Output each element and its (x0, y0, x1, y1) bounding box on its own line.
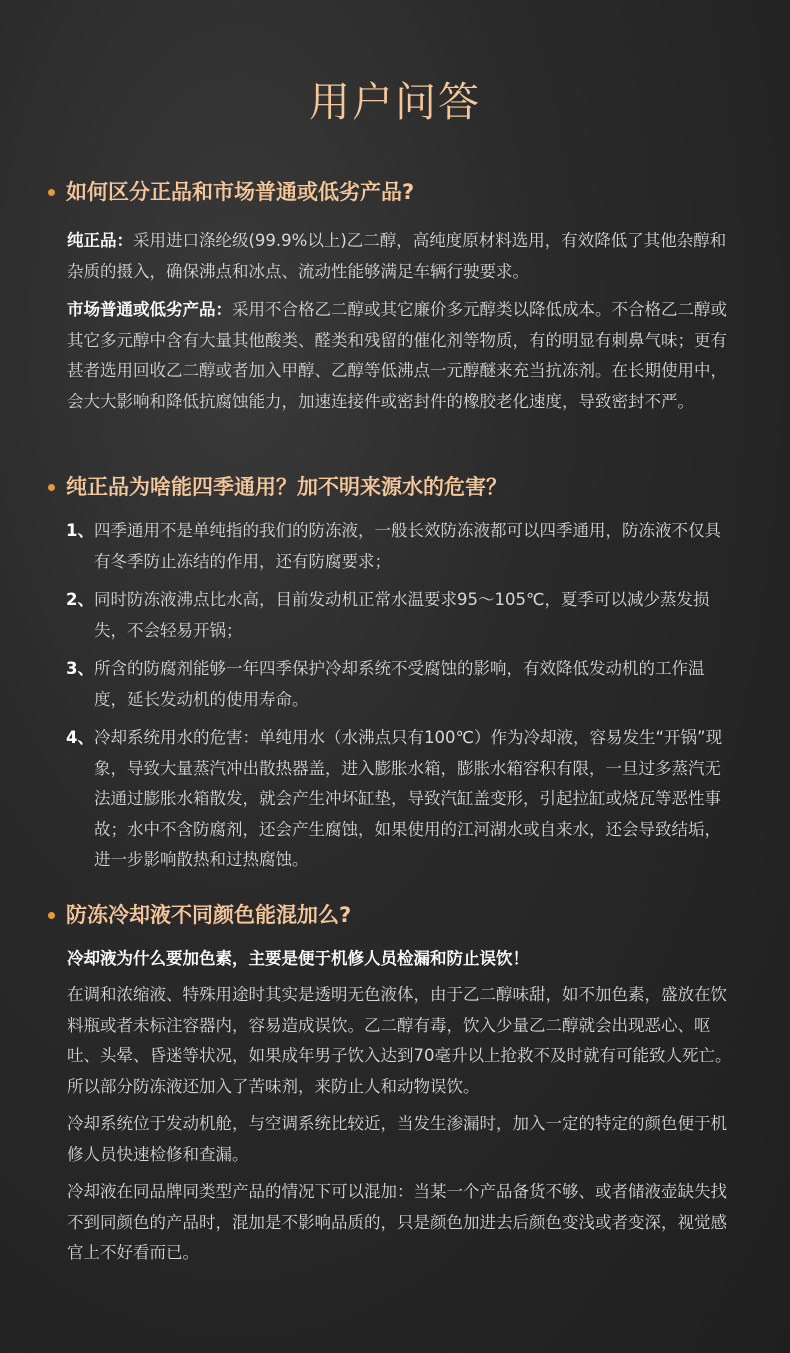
paragraph (67, 295, 732, 417)
paragraph-label: 纯正品： (67, 231, 133, 250)
list-item-text: 同时防冻液沸点比水高，目前发动机正常水温要求95～105℃，夏季可以减少蒸发损失，不会轻易开锅； (93, 590, 710, 640)
list-item-text: 四季通用不是单纯指的我们的防冻液，一般长效防冻液都可以四季通用，防冻液不仅具有冬季防止冻结的作用，还有防腐要求； (93, 521, 721, 571)
list-item-number: 3、 (66, 659, 94, 678)
section-heading (48, 900, 790, 930)
bullet-dot-icon (48, 189, 55, 196)
qa-section-1 (0, 177, 790, 417)
list-item-number: 4、 (66, 728, 94, 747)
qa-section-3 (0, 900, 790, 1269)
page-title: 用户问答 (309, 78, 481, 126)
paragraph-text: 采用进口涤纶级(99.9%以上)乙二醇，高纯度原材料选用，有效降低了其他杂醇和杂质的摄入，确保沸点和冰点、流动性能够满足车辆行驶要求。 (67, 231, 727, 281)
paragraph: 冷却系统位于发动机舱，与空调系统比较近，当发生渗漏时，加入一定的特定的颜色便于机修人员快速检修和查漏。 (67, 1114, 727, 1164)
list-item-text: 冷却系统用水的危害：单纯用水（水沸点只有100℃）作为冷却液，容易发生“开锅”现象，导致大量蒸汽冲出散热器盖，进入膨胀水箱，膨胀水箱容积有限，一旦过多蒸汽无法通过膨胀水箱散发，就会产生冲坏缸垫，导致汽缸盖变形，引起拉缸或烧瓦等恶性事故；水中不含防腐剂，还会产生腐蚀，如果使用的江河湖水或自来水，还会导致结垢，进一步影响散热和过热腐蚀。 (93, 728, 723, 869)
bullet-dot-icon (48, 484, 55, 491)
section-heading-text: 防冻冷却液不同颜色能混加么? (66, 903, 352, 927)
paragraph (67, 226, 732, 287)
paragraph: 冷却液在同品牌同类型产品的情况下可以混加：当某一个产品备货不够、或者储液壶缺失找不到同颜色的产品时，混加是不影响品质的，只是颜色加进去后颜色变浅或者变深，视觉感官上不好看而已。 (67, 1182, 727, 1262)
list-item (66, 516, 732, 577)
list-item (66, 654, 732, 715)
section-heading (48, 472, 790, 502)
paragraph-text: 采用不合格乙二醇或其它廉价多元醇类以降低成本。不合格乙二醇或其它多元醇中含有大量其他酸类、醛类和残留的催化剂等物质，有的明显有刺鼻气味；更有甚者选用回收乙二醇或者加入甲醇、乙醇等低沸点一元醇醚来充当抗冻剂。在长期使用中，会大大影响和降低抗腐蚀能力，加速连接件或密封件的橡胶老化速度，导致密封不严。 (67, 300, 727, 411)
section-heading-text: 纯正品为啥能四季通用？加不明来源水的危害？ (66, 475, 507, 499)
paragraph: 在调和浓缩液、特殊用途时其实是透明无色液体，由于乙二醇味甜，如不加色素，盛放在饮料瓶或者未标注容器内，容易造成误饮。乙二醇有毒，饮入少量乙二醇就会出现恶心、呕吐、头晕、昏迷等状况，如果成年男子饮入达到70毫升以上抢救不及时就有可能致人死亡。所以部分防冻液还加入了苦味剂，来防止人和动物误饮。 (67, 985, 732, 1096)
list-item (66, 585, 732, 646)
bullet-dot-icon (48, 912, 55, 919)
list-item-number: 1、 (66, 521, 94, 540)
lead-text: 冷却液为什么要加色素，主要是便于机修人员检漏和防止误饮！ (67, 949, 529, 968)
list-item-number: 2、 (66, 590, 94, 609)
section-heading (48, 177, 790, 207)
list-item (66, 723, 732, 876)
qa-section-2 (0, 472, 790, 876)
section-heading-text: 如何区分正品和市场普通或低劣产品? (66, 180, 415, 204)
paragraph-label: 市场普通或低劣产品： (67, 300, 232, 319)
list-item-text: 所含的防腐剂能够一年四季保护冷却系统不受腐蚀的影响，有效降低发动机的工作温度，延长发动机的使用寿命。 (93, 659, 705, 709)
